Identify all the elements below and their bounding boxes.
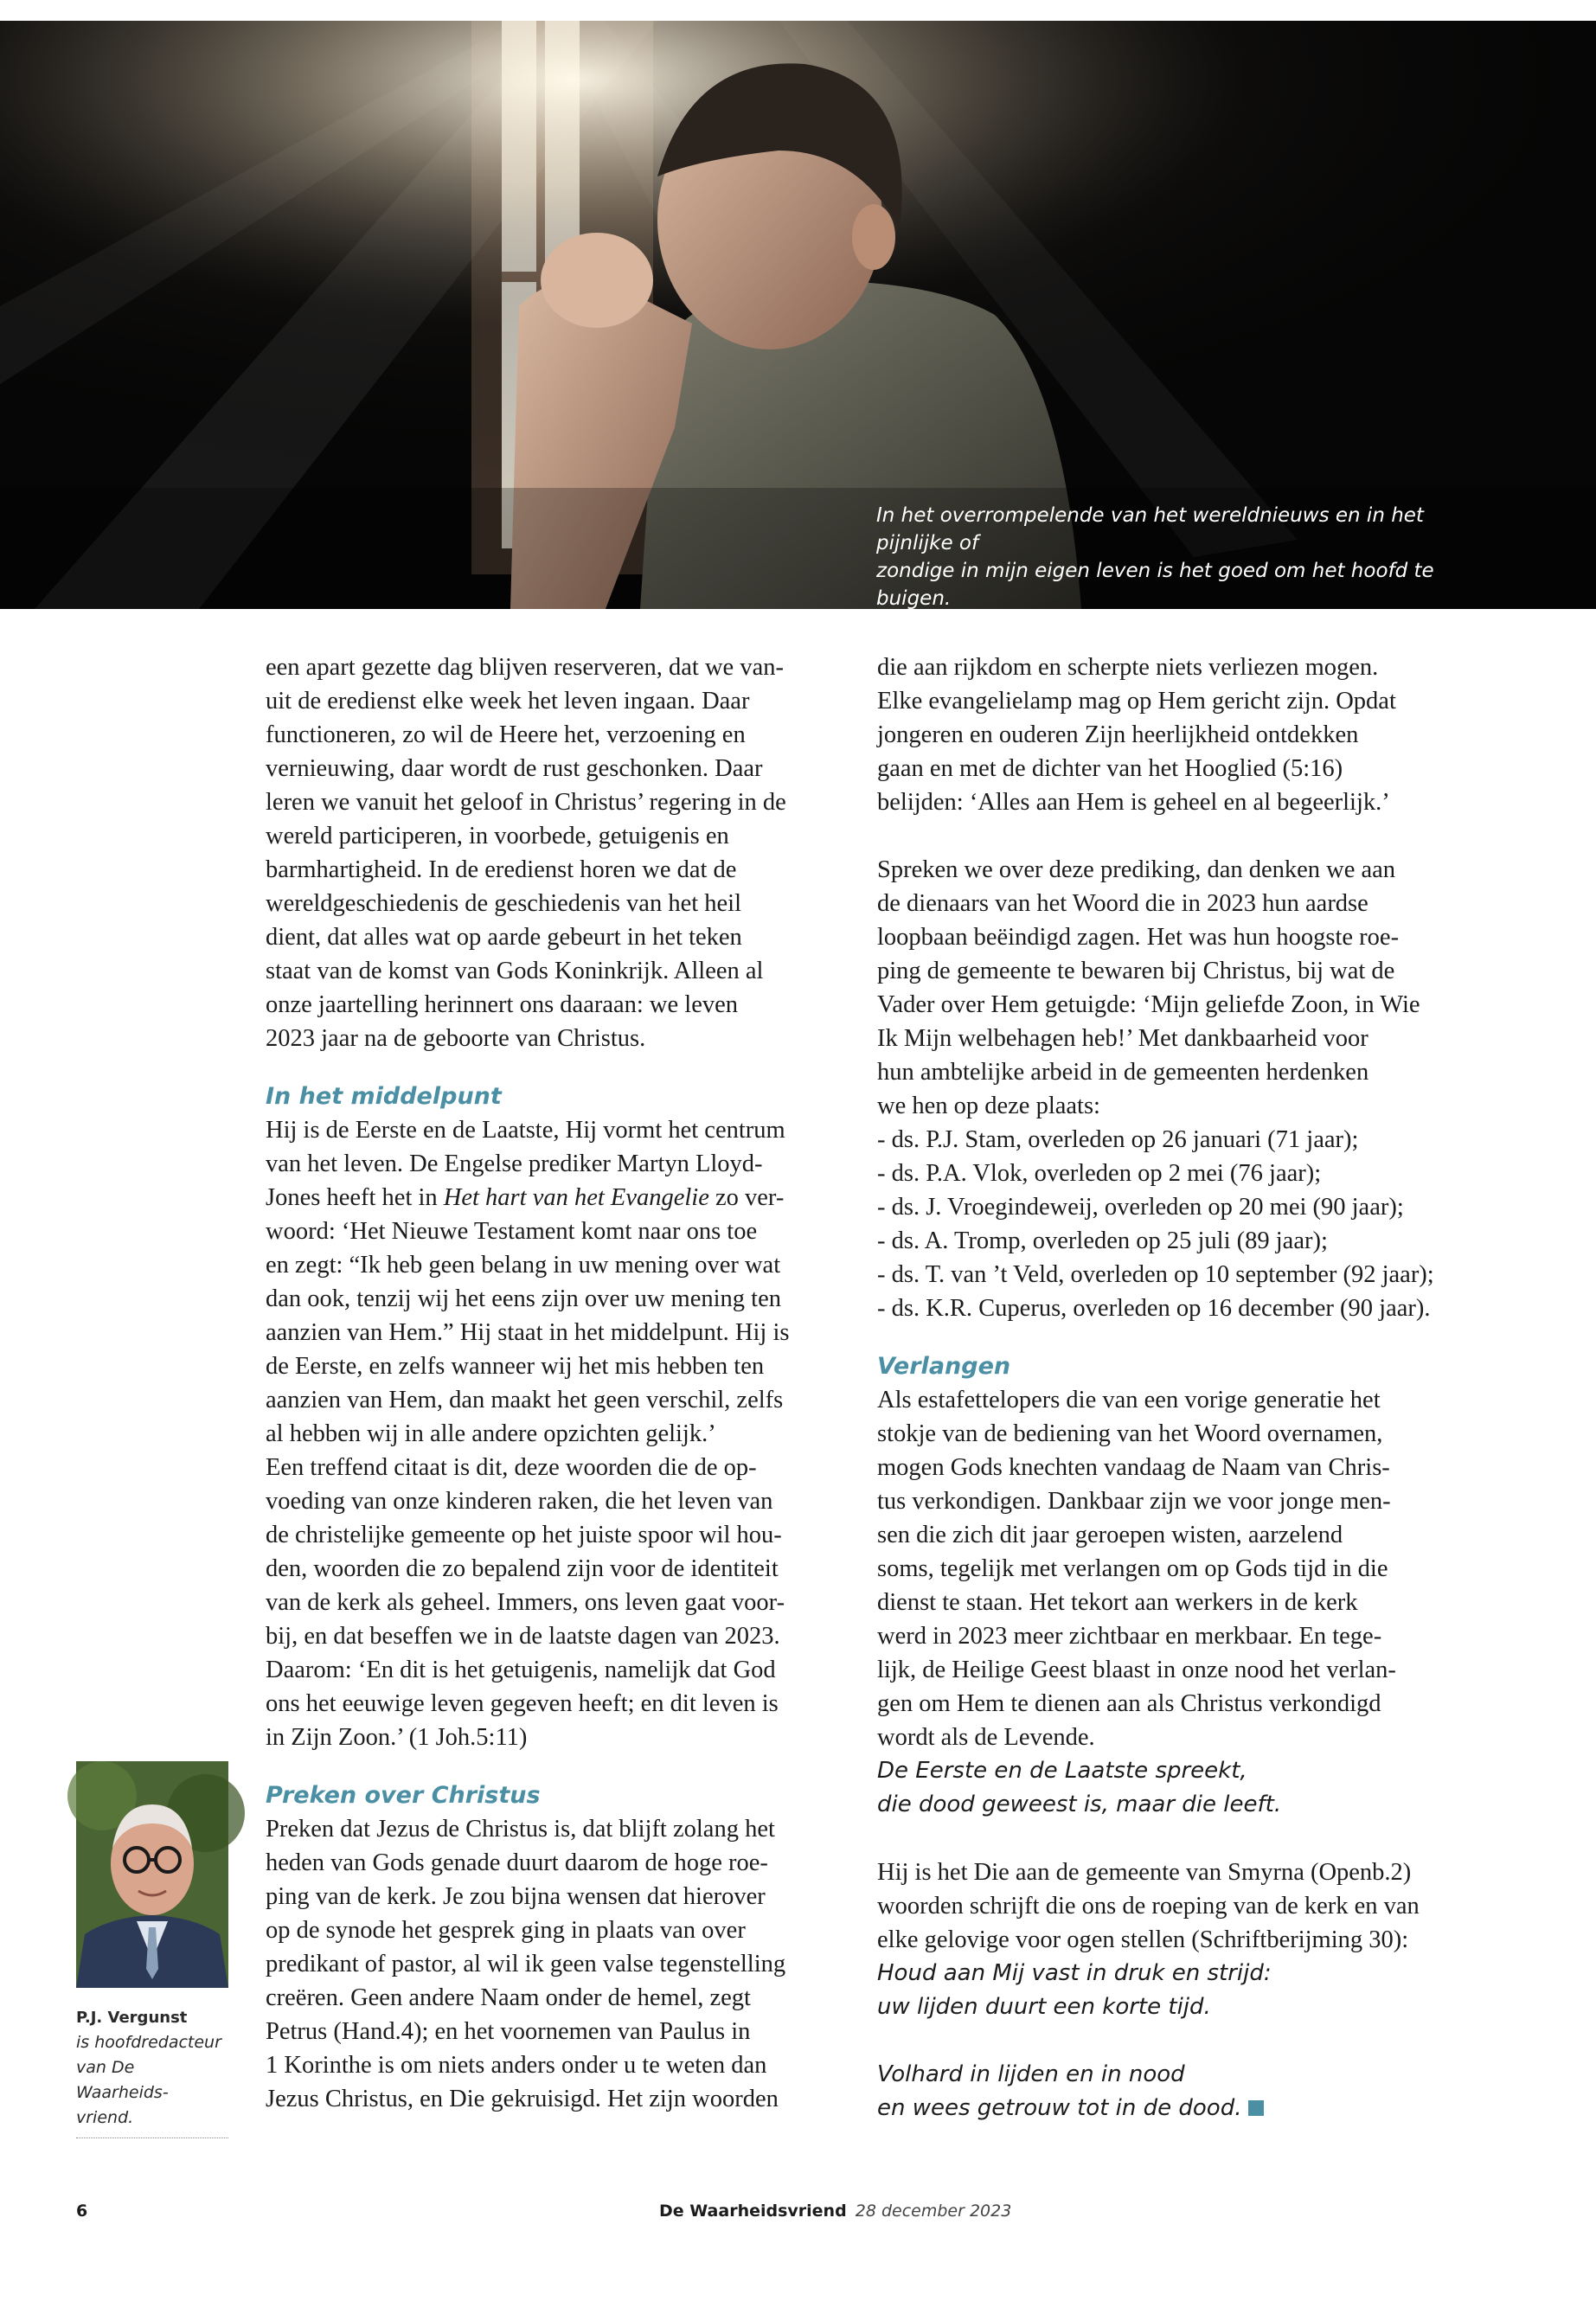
top-margin bbox=[0, 0, 1596, 21]
list-item: - ds. T. van ’t Veld, overleden op 10 september (92 jaar); bbox=[877, 1261, 1434, 1288]
paragraph: die aan rijkdom en scherpte niets verliezen mogen. Elke evangelielamp mag op Hem gericht zijn. Opdat jongeren en ouderen Zijn heerlijkheid ontdekken gaan en met de dichter van het Hooglied (5:16) belijden: ‘Alles aan Hem is geheel en al begeerlijk.’ bbox=[877, 654, 1396, 816]
section-heading: Preken over Christus bbox=[266, 1782, 541, 1809]
hero-photo bbox=[0, 21, 1596, 638]
author-photo bbox=[76, 1761, 228, 1988]
paragraph: Hij is de Eerste en de Laatste, Hij vormt het centrum van het leven. De Engelse prediker Martyn Lloyd- Jones heeft het in Het hart van het Evangelie zo ver- woord: ‘Het Nieuwe Testament komt naar ons toe en zegt: “Ik heb geen belang in uw mening over wat dan ook, tenzij wij het eens zijn over uw mening ten aanzien van Hem.” Hij staat in het middelpunt. Hij is de Eerste, en zelfs wanneer wij het mis hebben ten aanzien van Hem, dan maakt het geen verschil, zelfs al hebben wij in alle andere opzichten gelijk.’ Een treffend citaat is dit, deze woorden die de op- voeding van onze kinderen raken, die het leven van de christelijke gemeente op het juiste spoor wil hou- den, woorden die zo bepalend zijn voor de identiteit van de kerk als geheel. Immers, ons leven gaat voor- bij, en dat beseffen we in de laatste dagen van 2023. Daarom: ‘En dit is het getuigenis, namelijk dat God ons het eeuwige leven gegeven heeft; en dit leven is in Zijn Zoon.’ (1 Joh.5:11) bbox=[266, 1117, 790, 1751]
hymn-quote: Houd aan Mij vast in druk en strijd: uw lijden duurt een korte tijd. bbox=[877, 1960, 1272, 2020]
book-title: Het hart van het Evangelie bbox=[443, 1184, 709, 1211]
paragraph: Spreken we over deze prediking, dan denken we aan de dienaars van het Woord die in 2023 hun aardse loopbaan beëindigd zagen. Het was hun hoogste roe- ping de gemeente te bewaren bij Christus, bij wat de Vader over Hem getuigde: ‘Mijn geliefde Zoon, in Wie Ik Mijn welbehagen heb!’ Met dankbaarheid voor hun ambtelijke arbeid in de gemeenten herdenken we hen op deze plaats: - ds. P.J. Stam, overleden op 26 januari (71 jaar); - ds. P.A. Vlok, overleden op 2 mei (76 jaar); - ds. J. Vroegindeweij, overleden op 20 mei (90 jaar); - ds. A. Tromp, overleden op 25 juli (89 jaar); - ds. T. van ’t Veld, overleden op 10 september (92 jaar); - ds. K.R. Cuperus, overleden op 16 december (90 jaar). bbox=[877, 856, 1434, 1322]
paragraph: een apart gezette dag blijven reserveren, dat we van- uit de eredienst elke week het leven ingaan. Daar functioneren, zo wil de Heere het, verzoening en vernieuwing, daar wordt de rust geschonken. Daar leren we vanuit het geloof in Christus’ regering in de wereld participeren, in voorbede, getuigenis en barmhartigheid. In de eredienst horen we dat de wereldgeschiedenis de geschiedenis van het heil dient, dat alles wat op aarde gebeurt in het teken staat van de komst van Gods Koninkrijk. Alleen al onze jaartelling herinnert ons daaraan: we leven 2023 jaar na de geboorte van Christus. bbox=[266, 654, 786, 1052]
list-item: - ds. P.J. Stam, overleden op 26 januari (71 jaar); bbox=[877, 1126, 1359, 1153]
author-bio bbox=[76, 2005, 228, 2138]
author-portrait-illustration bbox=[76, 1761, 228, 1988]
paragraph: Preken dat Jezus de Christus is, dat blijft zolang het heden van Gods genade duurt daarom de hoge roe- ping van de kerk. Je zou bijna wensen dat hierover op de synode het gesprek ging in plaats van over predikant of pastor, al wil ik geen valse tegenstelling creëren. Geen andere Naam onder de hemel, zegt Petrus (Hand.4); en het voornemen van Paulus in 1 Korinthe is om niets anders onder u te weten dan Jezus Christus, en Die gekruisigd. Het zijn woorden bbox=[266, 1816, 786, 2112]
end-of-article-icon bbox=[1248, 2100, 1264, 2116]
section-heading: Verlangen bbox=[877, 1353, 1011, 1380]
list-item: - ds. J. Vroegindeweij, overleden op 20 mei (90 jaar); bbox=[877, 1194, 1404, 1221]
article-left-column bbox=[266, 651, 832, 2116]
article-right-column bbox=[877, 651, 1452, 2125]
photo-caption: In het overrompelende van het wereldnieuws en in het pijnlijke of zondige in mijn eigen leven is het goed om het hoofd te buigen. Bidden en belijden helpen ons verder. bbox=[876, 504, 1434, 638]
list-item: - ds. K.R. Cuperus, overleden op 16 december (90 jaar). bbox=[877, 1295, 1431, 1322]
list-item: - ds. A. Tromp, overleden op 25 juli (89 jaar); bbox=[877, 1227, 1328, 1254]
paragraph: Hij is het Die aan de gemeente van Smyrna (Openb.2) woorden schrijft die ons de roeping van de kerk en van elke gelovige voor ogen stellen (Schriftberijming 30): bbox=[877, 1859, 1420, 1953]
hymn-quote: De Eerste en de Laatste spreekt, die dood geweest is, maar die leeft. bbox=[877, 1758, 1282, 1817]
issue-date: 28 december 2023 bbox=[855, 2202, 1012, 2221]
magazine-name: De Waarheidsvriend bbox=[659, 2202, 847, 2221]
publication-footer bbox=[659, 2202, 1011, 2221]
author-name: P.J. Vergunst bbox=[76, 2009, 188, 2027]
section-heading: In het middelpunt bbox=[266, 1083, 502, 1110]
paragraph: Als estafettelopers die van een vorige generatie het stokje van de bediening van het Woord overnamen, mogen Gods knechten vandaag de Naam van Chris- tus verkondigen. Dankbaar zijn we voor jonge men- sen die zich dit jaar geroepen wisten, aarzelend soms, tegelijk met verlangen om op Gods tijd in die dienst te staan. Het tekort aan werkers in de kerk werd in 2023 meer zichtbaar en merkbaar. En tege- lijk, de Heilige Geest blaast in onze nood het verlan- gen om Hem te dienen aan als Christus verkondigd wordt als de Levende. bbox=[877, 1387, 1396, 1751]
hymn-quote: Volhard in lijden en in nood en wees getrouw tot in de dood. bbox=[877, 2058, 1452, 2125]
page-number: 6 bbox=[76, 2202, 88, 2221]
author-role: is hoofdredacteur van De Waarheids- vriend. bbox=[76, 2033, 221, 2127]
list-item: - ds. P.A. Vlok, overleden op 2 mei (76 jaar); bbox=[877, 1160, 1322, 1187]
